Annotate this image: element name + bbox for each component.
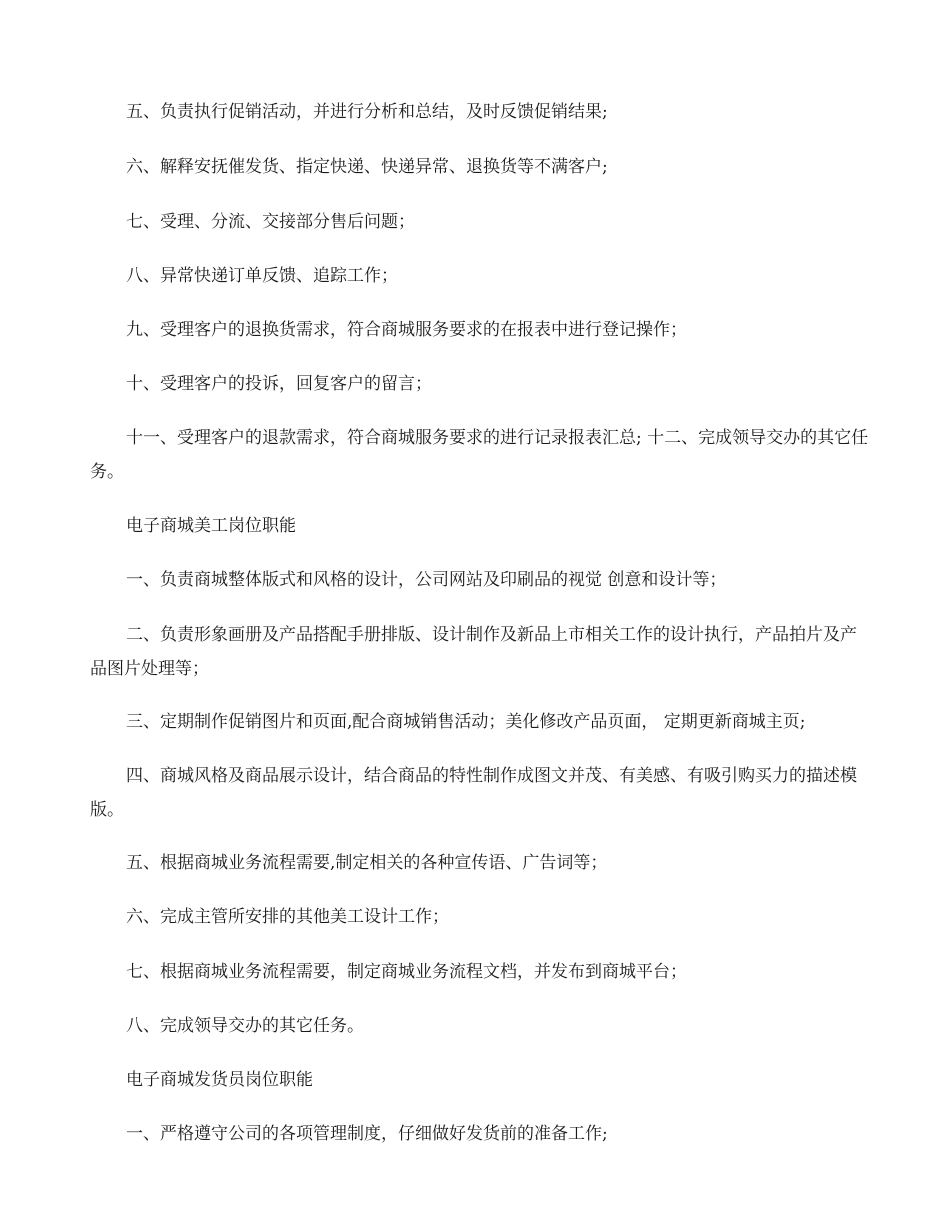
paragraph-designer-display: 四、商城风格及商品展示设计，结合商品的特性制作成图文并茂、有美感、有吸引购买力的描述模版。 [90,766,857,820]
paragraph-designer-layout: 一、负责商城整体版式和风格的设计，公司网站及印刷品的视觉 创意和设计等； [126,570,727,590]
paragraph-express-tracking: 八、异常快递订单反馈、追踪工作； [126,266,398,286]
paragraph-shipper-rules: 一、严格遵守公司的各项管理制度，仔细做好发货前的准备工作; [126,1124,608,1144]
paragraph-designer-other: 六、完成主管所安排的其他美工设计工作； [126,907,449,927]
paragraph-designer-workflow: 七、根据商城业务流程需要，制定商城业务流程文档，并发布到商城平台； [126,962,687,982]
paragraph-refunds: 十一、受理客户的退款需求，符合商城服务要求的进行记录报表汇总; 十二、完成领导交办的其它任务。 [90,428,869,482]
paragraph-designer-brochure: 二、负责形象画册及产品搭配手册排版、设计制作及新品上市相关工作的设计执行，产品拍片及产品图片处理等； [90,625,857,679]
paragraph-designer-promo-pages: 三、定期制作促销图片和页面,配合商城销售活动；美化修改产品页面， 定期更新商城主页; [126,712,806,732]
paragraph-designer-leader-tasks: 八、完成领导交办的其它任务。 [126,1016,364,1036]
section-heading-shipper: 电子商城发货员岗位职能 [126,1070,313,1090]
paragraph-complaints: 十、受理客户的投诉，回复客户的留言； [126,374,432,394]
paragraph-designer-slogans: 五、根据商城业务流程需要,制定相关的各种宣传语、广告词等； [126,853,608,873]
paragraph-customer-appease: 六、解释安抚催发货、指定快递、快递异常、退换货等不满客户; [126,157,608,177]
paragraph-returns: 九、受理客户的退换货需求，符合商城服务要求的在报表中进行登记操作； [126,320,687,340]
section-heading-designer: 电子商城美工岗位职能 [126,516,296,536]
paragraph-after-sales: 七、受理、分流、交接部分售后问题； [126,212,415,232]
paragraph-promotion: 五、负责执行促销活动，并进行分析和总结，及时反馈促销结果; [126,102,608,122]
